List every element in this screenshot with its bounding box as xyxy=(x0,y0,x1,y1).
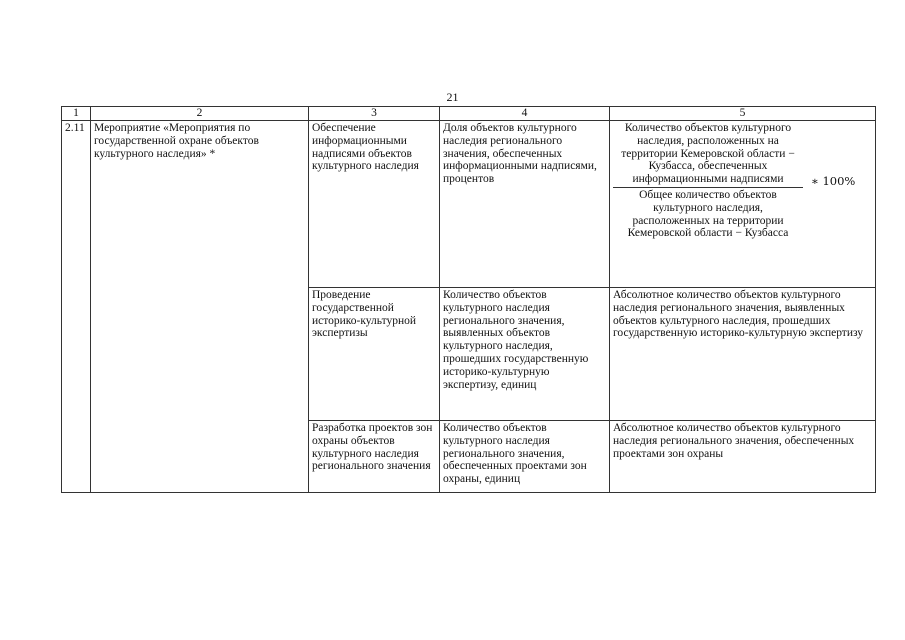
table-header-row xyxy=(62,107,876,121)
activity-cell: Проведение государственной историко-культурной экспертизы xyxy=(309,288,440,421)
column-number-5: 5 xyxy=(610,107,876,121)
calculation-cell: Абсолютное количество объектов культурного наследия регионального значения, выявленных объектов культурного наследия, прошедших государственную историко-культурную экспертизу xyxy=(610,288,876,421)
activity-cell: Обеспечение информационными надписями объектов культурного наследия xyxy=(309,121,440,288)
measure-cell: Мероприятие «Мероприятия по государственной охране объектов культурного наследия» * xyxy=(91,121,309,493)
formula xyxy=(613,122,872,240)
indicator-cell: Количество объектов культурного наследия регионального значения, выявленных объектов культурного наследия, прошедших государственную историко-культурную экспертизу, единиц xyxy=(440,288,610,421)
fraction xyxy=(613,122,803,240)
formula-multiplier: ∗ 100% xyxy=(811,173,856,188)
formula-numerator: Количество объектов культурного наследия, расположенных на территории Кемеровской области − Кузбасса, обеспеченных информационными надписями xyxy=(613,122,803,188)
activity-cell: Разработка проектов зон охраны объектов культурного наследия регионального значения xyxy=(309,421,440,493)
page-number: 21 xyxy=(446,90,459,104)
formula-denominator: Общее количество объектов культурного наследия, расположенных на территории Кемеровской области − Кузбасса xyxy=(627,188,789,240)
indicator-cell: Доля объектов культурного наследия регионального значения, обеспеченных информационными надписями, процентов xyxy=(440,121,610,288)
formula-cell xyxy=(610,121,876,288)
column-number-3: 3 xyxy=(309,107,440,121)
column-number-2: 2 xyxy=(91,107,309,121)
calculation-cell: Абсолютное количество объектов культурного наследия регионального значения, обеспеченных проектами зон охраны xyxy=(610,421,876,493)
table-row xyxy=(62,121,876,288)
column-number-4: 4 xyxy=(440,107,610,121)
column-number-1: 1 xyxy=(62,107,91,121)
row-number-cell: 2.11 xyxy=(62,121,91,493)
indicators-table xyxy=(61,106,876,493)
indicator-cell: Количество объектов культурного наследия регионального значения, обеспеченных проектами зон охраны, единиц xyxy=(440,421,610,493)
